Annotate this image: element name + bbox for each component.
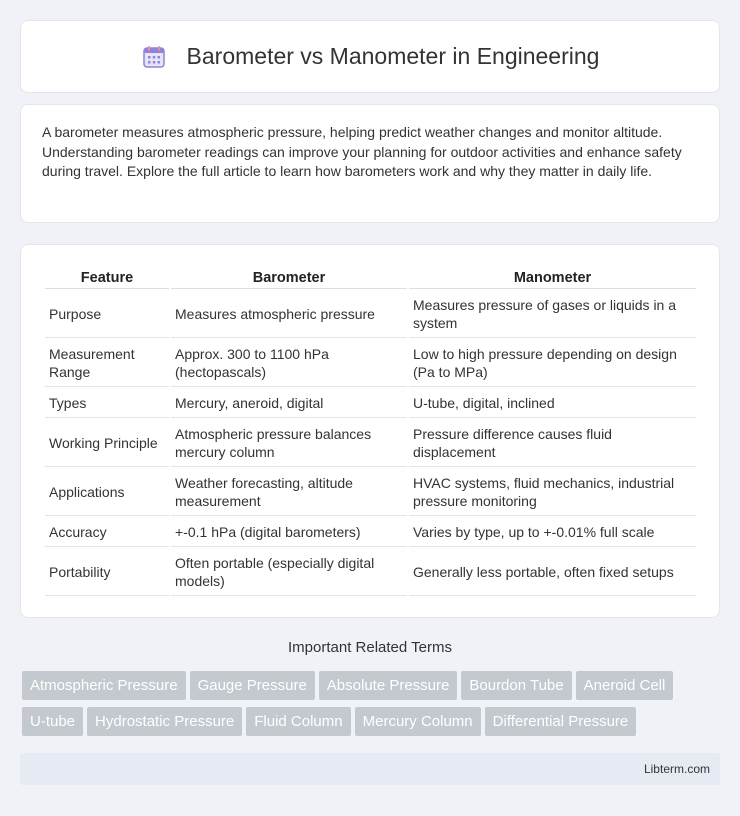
table-row	[45, 340, 696, 387]
related-term-tag[interactable]: Aneroid Cell	[576, 671, 674, 700]
table-row	[45, 291, 696, 338]
related-term-tag[interactable]: U-tube	[22, 707, 83, 736]
related-terms-list	[22, 671, 722, 743]
table-cell: Atmospheric pressure balances mercury column	[171, 420, 407, 467]
footer	[20, 753, 720, 785]
column-header-manometer: Manometer	[409, 267, 696, 289]
related-term-tag[interactable]: Atmospheric Pressure	[22, 671, 186, 700]
column-header-feature: Feature	[45, 267, 169, 289]
page-title: Barometer vs Manometer in Engineering	[186, 43, 600, 69]
column-header-barometer: Barometer	[171, 267, 407, 289]
table-cell: Approx. 300 to 1100 hPa (hectopascals)	[171, 340, 407, 387]
table-cell: Types	[45, 389, 169, 418]
calendar-icon	[141, 44, 167, 70]
table-cell: Low to high pressure depending on design (Pa to MPa)	[409, 340, 696, 387]
table-cell: U-tube, digital, inclined	[409, 389, 696, 418]
comparison-table-card	[20, 244, 720, 618]
table-cell: Weather forecasting, altitude measurement	[171, 469, 407, 516]
table-row	[45, 469, 696, 516]
table-cell: +-0.1 hPa (digital barometers)	[171, 518, 407, 547]
table-cell: Accuracy	[45, 518, 169, 547]
table-cell: Varies by type, up to +-0.01% full scale	[409, 518, 696, 547]
header-card	[20, 20, 720, 93]
related-terms-title: Important Related Terms	[288, 639, 452, 656]
table-row	[45, 389, 696, 418]
table-cell: Purpose	[45, 291, 169, 338]
table-header-row	[45, 267, 696, 289]
related-term-tag[interactable]: Hydrostatic Pressure	[87, 707, 242, 736]
related-term-tag[interactable]: Differential Pressure	[485, 707, 637, 736]
table-cell: Often portable (especially digital models)	[171, 549, 407, 596]
table-cell: Measures atmospheric pressure	[171, 291, 407, 338]
table-cell: Generally less portable, often fixed setups	[409, 549, 696, 596]
comparison-table	[43, 265, 698, 598]
related-term-tag[interactable]: Fluid Column	[246, 707, 350, 736]
table-row	[45, 549, 696, 596]
related-term-tag[interactable]: Absolute Pressure	[319, 671, 458, 700]
related-term-tag[interactable]: Bourdon Tube	[461, 671, 571, 700]
table-row	[45, 420, 696, 467]
table-cell: HVAC systems, fluid mechanics, industrial pressure monitoring	[409, 469, 696, 516]
related-term-tag[interactable]: Gauge Pressure	[190, 671, 315, 700]
table-row	[45, 518, 696, 547]
related-term-tag[interactable]: Mercury Column	[355, 707, 481, 736]
table-cell: Mercury, aneroid, digital	[171, 389, 407, 418]
table-cell: Measures pressure of gases or liquids in a system	[409, 291, 696, 338]
footer-site-link[interactable]: Libterm.com	[643, 762, 710, 776]
intro-card	[20, 104, 720, 223]
intro-text: A barometer measures atmospheric pressure, helping predict weather changes and monitor altitude. Understanding barometer readings can improve your planning for outdoor activities and enhance safety during travel. Explore the full article to learn how barometers work and why they matter in daily life.	[42, 124, 682, 179]
table-cell: Measurement Range	[45, 340, 169, 387]
table-cell: Working Principle	[45, 420, 169, 467]
table-cell: Pressure difference causes fluid displacement	[409, 420, 696, 467]
table-cell: Portability	[45, 549, 169, 596]
table-cell: Applications	[45, 469, 169, 516]
